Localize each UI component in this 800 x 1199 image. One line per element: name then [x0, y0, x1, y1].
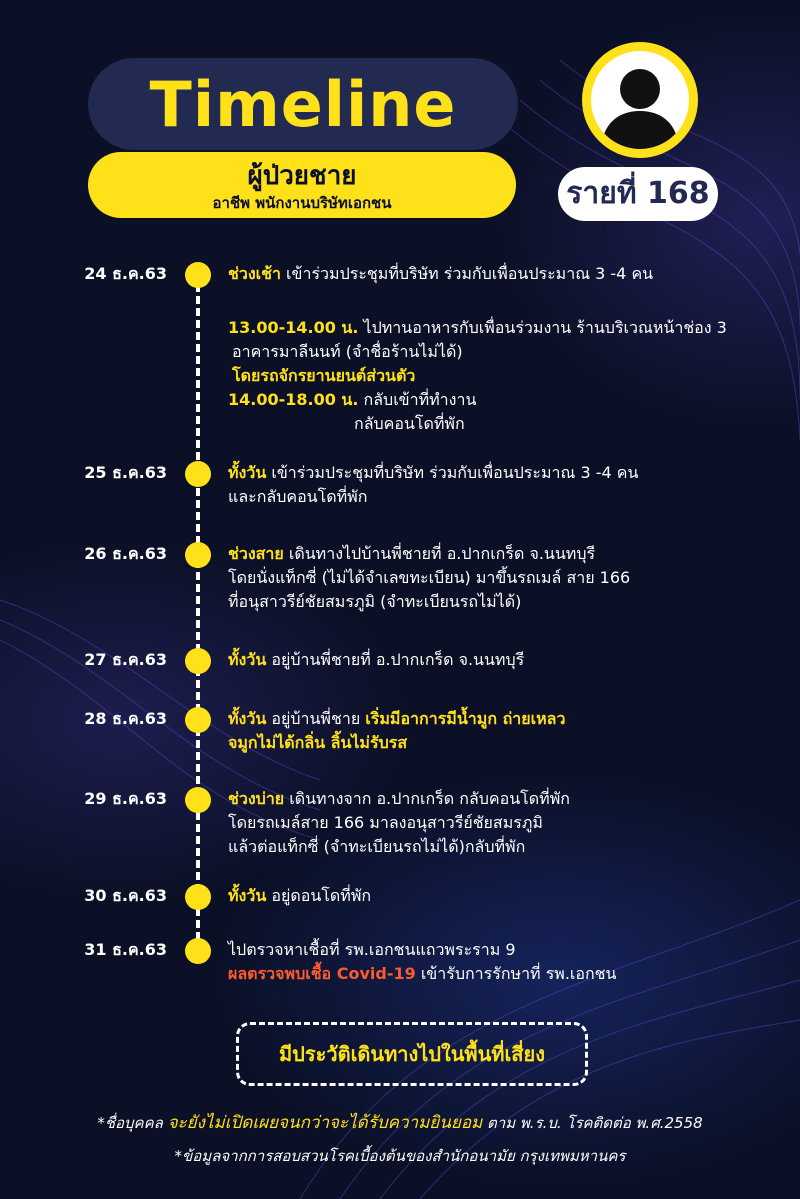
timeline-dot: [185, 707, 211, 733]
entry-date: 31 ธ.ค.63: [84, 940, 167, 959]
occupation-label: อาชีพ พนักงานบริษัทเอกชน: [212, 194, 392, 212]
body-text: ไปตรวจหาเชื้อที่ รพ.เอกชนแถวพระราม 9: [228, 940, 516, 959]
highlight-text: จมูกไม่ได้กลิ่น ลิ้นไม่รับรส: [228, 733, 408, 752]
timeline-dot: [185, 461, 211, 487]
timeline-dot: [185, 542, 211, 568]
highlight-text: ทั้งวัน: [228, 463, 267, 482]
entry-line: [228, 262, 788, 286]
body-text: กลับคอนโดที่พัก: [354, 414, 465, 433]
entry-line: [228, 811, 788, 835]
highlight-text: ช่วงสาย: [228, 544, 284, 563]
body-text: โดยรถเมล์สาย 166 มาลงอนุสาวรีย์ชัยสมรภูมิ: [228, 813, 543, 832]
patient-banner: [88, 152, 516, 218]
highlight-text: เริ่มมีอาการมีน้ำมูก ถ่ายเหลว: [365, 709, 566, 728]
timeline-dot: [185, 938, 211, 964]
footnote-consent-b: ตาม พ.ร.บ. โรคติดต่อ พ.ศ.2558: [482, 1114, 703, 1132]
body-text: โดยนั่งแท็กซี่ (ไม่ได้จำเลขทะเบียน) มาขึ้นรถเมล์ สาย 166: [228, 568, 631, 587]
entry-line: [228, 938, 788, 962]
entry-detail-block: [228, 316, 788, 436]
risk-area-box: [236, 1022, 588, 1086]
highlight-text: 13.00-14.00 น.: [228, 318, 359, 337]
entry-line: [228, 340, 788, 364]
entry-body: [228, 884, 788, 908]
timeline-dot: [185, 262, 211, 288]
case-number-badge: รายที่ 168: [558, 167, 718, 221]
highlight-text: ทั้งวัน: [228, 650, 267, 669]
entry-body: [228, 262, 788, 436]
body-text: ที่อนุสาวรีย์ชัยสมรภูมิ (จำทะเบียนรถไม่ได้): [228, 592, 522, 611]
entry-body: [228, 542, 788, 614]
entry-date: 24 ธ.ค.63: [84, 264, 167, 283]
entry-line: [228, 566, 788, 590]
entry-body: [228, 648, 788, 672]
entry-line: [228, 316, 788, 340]
highlight-text: 14.00-18.00 น.: [228, 390, 359, 409]
entry-line: [228, 485, 788, 509]
body-text: อยู่บ้านพี่ชาย: [266, 709, 366, 728]
timeline-dot: [185, 884, 211, 910]
entry-line: [228, 648, 788, 672]
footnote-consent: [0, 1112, 800, 1134]
person-silhouette-icon: [591, 51, 689, 149]
entry-line: [228, 787, 788, 811]
risk-area-label: มีประวัติเดินทางไปในพื้นที่เสี่ยง: [278, 1042, 545, 1066]
title-pill: [88, 58, 518, 150]
body-text: แล้วต่อแท็กซี่ (จำทะเบียนรถไม่ได้)กลับที่พัก: [228, 837, 526, 856]
entry-line: [228, 542, 788, 566]
highlight-text: โดยรถจักรยานยนต์ส่วนตัว: [232, 366, 416, 385]
page-title: Timeline: [149, 67, 457, 141]
timeline-dot: [185, 648, 211, 674]
highlight-text: ทั้งวัน: [228, 886, 267, 905]
entry-body: [228, 707, 788, 755]
timeline-dot: [185, 787, 211, 813]
body-text: เข้ารับการรักษาที่ รพ.เอกชน: [415, 964, 617, 983]
entry-line: [228, 364, 788, 388]
entry-line: [228, 590, 788, 614]
body-text: เดินทางไปบ้านพี่ชายที่ อ.ปากเกร็ด จ.นนทบุรี: [283, 544, 596, 563]
entry-line: [228, 884, 788, 908]
highlight-text: ช่วงบ่าย: [228, 789, 285, 808]
highlight-text: ทั้งวัน: [228, 709, 267, 728]
highlight-text: ช่วงเช้า: [228, 264, 281, 283]
footnote-source: *ข้อมูลจากการสอบสวนโรคเบื้องต้นของสำนักอนามัย กรุงเทพมหานคร: [174, 1147, 626, 1165]
entry-date: 25 ธ.ค.63: [84, 463, 167, 482]
entry-date: 26 ธ.ค.63: [84, 544, 167, 563]
entry-line: [228, 461, 788, 485]
entry-date: 27 ธ.ค.63: [84, 650, 167, 669]
body-text: เดินทางจาก อ.ปากเกร็ด กลับคอนโดที่พัก: [284, 789, 570, 808]
body-text: อาคารมาลีนนท์ (จำชื่อร้านไม่ได้): [232, 342, 463, 361]
entry-line: [228, 707, 788, 731]
body-text: อยู่ดอนโดที่พัก: [266, 886, 372, 905]
entry-body: [228, 938, 788, 986]
avatar: [582, 42, 698, 158]
body-text: เข้าร่วมประชุมที่บริษัท ร่วมกับเพื่อนประมาณ 3 -4 คน: [280, 264, 654, 283]
entry-date: 29 ธ.ค.63: [84, 789, 167, 808]
body-text: กลับเข้าที่ทำงาน: [358, 390, 477, 409]
entry-line: [228, 731, 788, 755]
body-text: ไปทานอาหารกับเพื่อนร่วมงาน ร้านบริเวณหน้าช่อง 3: [358, 318, 727, 337]
patient-label: ผู้ป่วยชาย: [247, 161, 357, 191]
footnote-consent-highlight: จะยังไม่เปิดเผยจนกว่าจะได้รับความยินยอม: [167, 1113, 483, 1133]
entry-date: 30 ธ.ค.63: [84, 886, 167, 905]
body-text: อยู่บ้านพี่ชายที่ อ.ปากเกร็ด จ.นนทบุรี: [266, 650, 525, 669]
entry-line: [228, 388, 788, 412]
alert-text: ผลตรวจพบเชื้อ Covid-19: [228, 964, 416, 983]
entry-line: [228, 962, 788, 986]
entry-body: [228, 787, 788, 859]
entry-date: 28 ธ.ค.63: [84, 709, 167, 728]
body-text: เข้าร่วมประชุมที่บริษัท ร่วมกับเพื่อนประมาณ 3 -4 คน: [266, 463, 639, 482]
entry-body: [228, 461, 788, 509]
entry-line: [228, 412, 788, 436]
body-text: และกลับคอนโดที่พัก: [228, 487, 368, 506]
timeline-line: [196, 272, 200, 952]
entry-line: [228, 835, 788, 859]
footnote-consent-a: *ชื่อบุคคล: [97, 1114, 168, 1132]
